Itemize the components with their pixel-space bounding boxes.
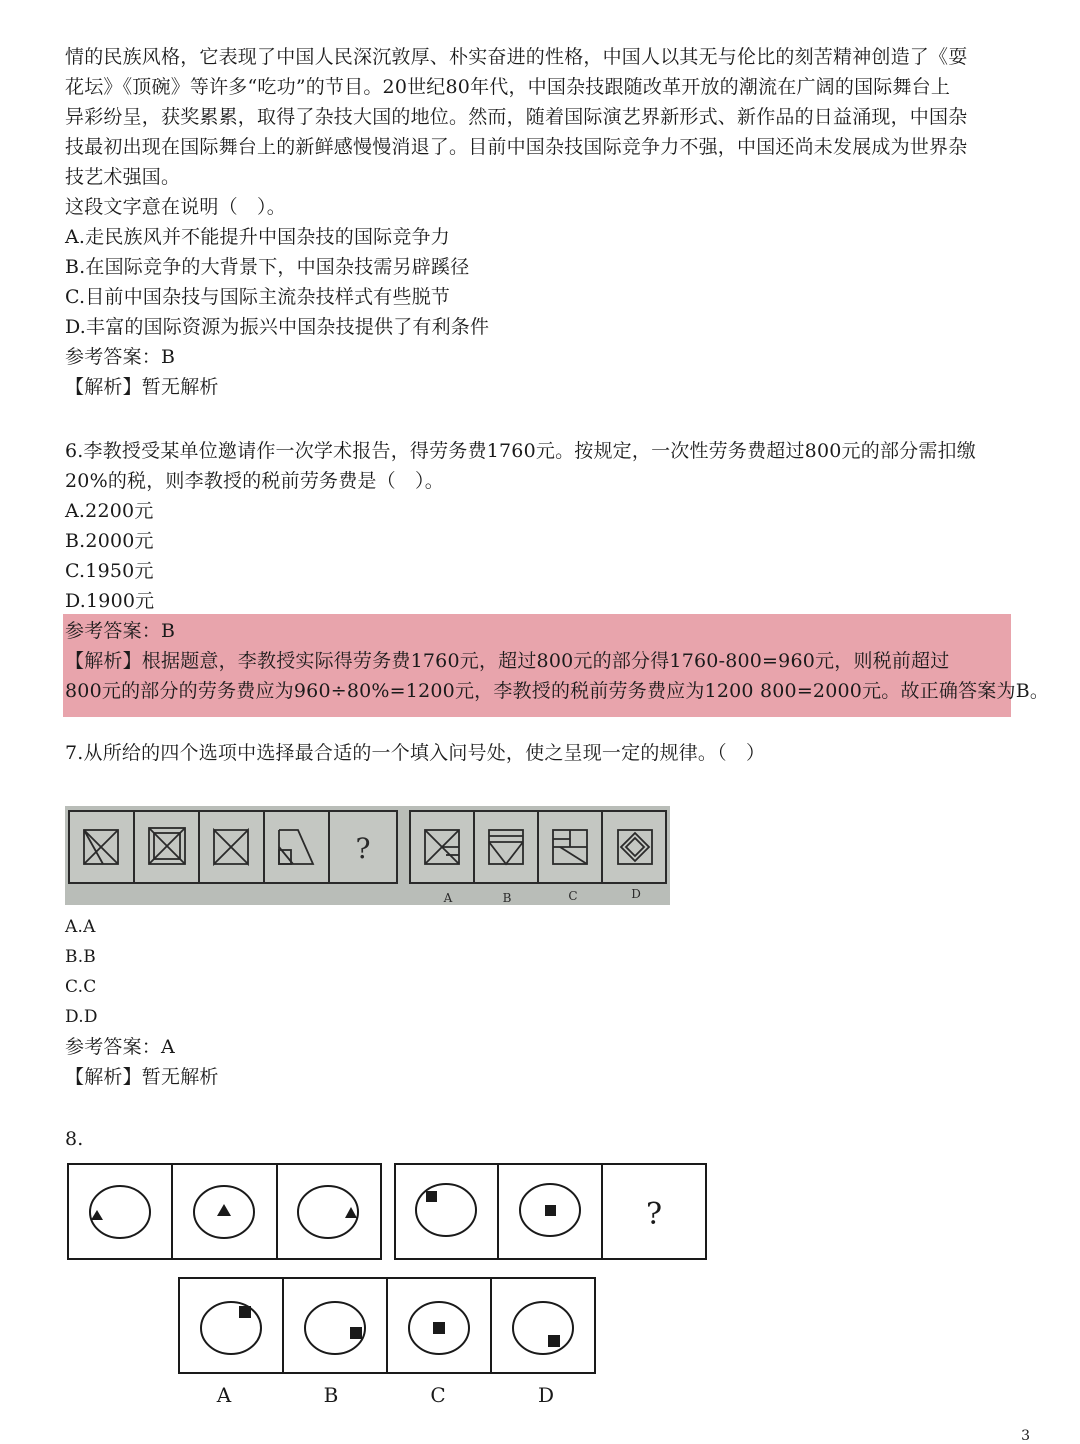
- q7-fig-label-a: A: [443, 891, 453, 905]
- q5-answer: 参考答案：B: [65, 346, 176, 368]
- q6-stem-line-1: 6.李教授受某单位邀请作一次学术报告，得劳务费1760元。按规定，一次性劳务费超过800元的部分需扣缴: [65, 440, 976, 462]
- q8-stem: 8.: [65, 1128, 84, 1150]
- q5-option-b: B.在国际竞争的大背景下，中国杂技需另辟蹊径: [65, 256, 470, 278]
- q5-option-a: A.走民族风并不能提升中国杂技的国际竞争力: [65, 226, 450, 248]
- q6-option-d: D.1900元: [65, 590, 155, 612]
- q5-passage-line-2: 花坛》《顶碗》等许多“吃功”的节目。20世纪80年代，中国杂技跟随改革开放的潮流在广阔的国际舞台上: [65, 76, 951, 98]
- q5-option-c: C.目前中国杂技与国际主流杂技样式有些脱节: [65, 286, 451, 308]
- q5-passage-line-5: 技艺术强国。: [65, 166, 181, 188]
- q7-fig-label-b: B: [502, 891, 512, 905]
- q7-figure: [65, 806, 670, 905]
- q6-option-b: B.2000元: [65, 530, 154, 552]
- q7-option-d: D.D: [65, 1007, 98, 1027]
- q7-analysis: 【解析】暂无解析: [65, 1066, 219, 1088]
- q7-stem: 7.从所给的四个选项中选择最合适的一个填入问号处，使之呈现一定的规律。（ ）: [65, 742, 766, 764]
- q7-question-mark: ?: [355, 832, 371, 865]
- q7-fig-label-d: D: [631, 887, 641, 901]
- q5-passage-line-1: 情的民族风格，它表现了中国人民深沉敦厚、朴实奋进的性格，中国人以其无与伦比的刻苦精神创造了《耍: [65, 46, 968, 68]
- q6-analysis-line-1: 【解析】根据题意，李教授实际得劳务费1760元，超过800元的部分得1760-800=960元，则税前超过: [65, 650, 950, 672]
- q5-option-d: D.丰富的国际资源为振兴中国杂技提供了有利条件: [65, 316, 490, 338]
- page-number: 3: [1021, 1428, 1030, 1444]
- q8-fig-label-b: B: [323, 1383, 339, 1407]
- q7-fig-label-c: C: [568, 889, 578, 903]
- q7-option-c: C.C: [65, 977, 97, 997]
- q6-analysis-line-2: 800元的部分的劳务费应为960÷80%=1200元，李教授的税前劳务费应为1200 800=2000元。故正确答案为B。: [65, 680, 1050, 702]
- q6-option-a: A.2200元: [65, 500, 154, 522]
- q6-option-c: C.1950元: [65, 560, 154, 582]
- q5-stem: 这段文字意在说明（ ）。: [65, 196, 286, 218]
- q6-stem-line-2: 20%的税，则李教授的税前劳务费是（ ）。: [65, 470, 444, 492]
- q5-passage-line-3: 异彩纷呈，获奖累累，取得了杂技大国的地位。然而，随着国际演艺界新形式、新作品的日益涌现，中国杂: [65, 106, 968, 128]
- q8-fig-label-a: A: [216, 1383, 232, 1407]
- q7-answer: 参考答案：A: [65, 1036, 175, 1058]
- q6-answer: 参考答案：B: [65, 620, 176, 642]
- q8-figure: [66, 1160, 710, 1410]
- q5-passage-line-4: 技最初出现在国际舞台上的新鲜感慢慢消退了。目前中国杂技国际竞争力不强，中国还尚未发展成为世界杂: [65, 136, 968, 158]
- q7-option-a: A.A: [65, 917, 96, 937]
- q7-option-b: B.B: [65, 947, 96, 967]
- q8-question-mark: ?: [645, 1197, 663, 1232]
- q8-fig-label-d: D: [537, 1383, 555, 1407]
- q5-analysis: 【解析】暂无解析: [65, 376, 219, 398]
- q8-fig-label-c: C: [430, 1383, 446, 1407]
